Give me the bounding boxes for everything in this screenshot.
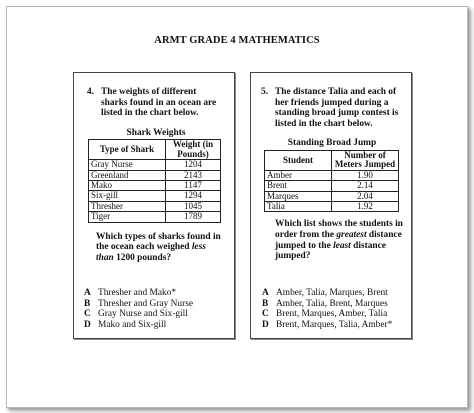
answer-choice-d[interactable]: [262, 320, 392, 331]
stem-text: Which list shows the students in order from the: [275, 219, 403, 240]
table-body: [89, 160, 221, 222]
table-row: [265, 202, 399, 212]
question-4-body: [87, 87, 225, 263]
stem-text: 1200 pounds?: [113, 252, 172, 263]
shark-weights-table: [88, 139, 221, 222]
question-stem: [275, 219, 403, 261]
table-row: [89, 191, 221, 201]
choice-text: Brent, Marques, Talia, Amber*: [276, 319, 393, 330]
table-row: [89, 181, 221, 191]
choice-letter: B: [262, 298, 269, 309]
table-body: [265, 170, 399, 212]
column-header: Weight (in Pounds): [166, 140, 221, 160]
choice-letter: C: [262, 309, 269, 320]
table-caption: Shark Weights: [126, 127, 186, 138]
choice-text: Thresher and Mako*: [98, 288, 177, 298]
answer-choice-a[interactable]: [84, 288, 193, 299]
row-label-cell: Amber: [265, 170, 332, 180]
value-cell: 2.04: [332, 191, 399, 201]
stem-text: Which types of sharks found in the ocean each weighed: [96, 231, 221, 253]
stem-text: distance jumped to the: [275, 230, 402, 251]
value-cell: 2.14: [332, 181, 399, 191]
question-stem: [96, 232, 225, 264]
table-header-row: [265, 150, 399, 170]
value-cell: 1.92: [332, 202, 399, 212]
column-header: Number of Meters Jumped: [332, 150, 399, 170]
choice-letter: A: [262, 288, 269, 298]
stem-emphasis: least: [333, 240, 351, 251]
row-label-cell: Tiger: [89, 212, 166, 222]
column-header: Student: [265, 150, 332, 170]
table-row: [265, 170, 399, 180]
table-row: [265, 181, 399, 191]
row-label-cell: Mako: [89, 181, 166, 191]
table-header-row: [89, 140, 221, 160]
column-header: Type of Shark: [89, 140, 166, 160]
value-cell: 1045: [166, 201, 221, 211]
stem-emphasis: greatest: [336, 230, 367, 240]
row-label-cell: Brent: [265, 181, 332, 191]
stem-emphasis: less than: [96, 242, 206, 263]
table-row: [89, 212, 221, 222]
question-prompt: The weights of different sharks found in an ocean are listed in the chart below.: [101, 87, 217, 119]
stem-text: distance jumped?: [275, 240, 386, 262]
table-row: [89, 160, 221, 170]
answer-choice-b[interactable]: [262, 299, 392, 310]
value-cell: 1147: [166, 181, 221, 191]
value-cell: 1.90: [332, 170, 399, 180]
choice-text: Brent, Marques, Amber, Talia: [276, 309, 388, 320]
choice-letter: C: [84, 309, 91, 320]
choice-letter: D: [262, 319, 269, 330]
table-row: [89, 170, 221, 180]
document-title: ARMT GRADE 4 MATHEMATICS: [154, 35, 320, 46]
answer-choice-d[interactable]: [84, 320, 193, 331]
row-label-cell: Six-gill: [89, 191, 166, 201]
question-number: 4.: [87, 87, 95, 97]
choice-letter: B: [84, 298, 91, 309]
choice-text: Gray Nurse and Six-gill: [98, 309, 188, 320]
value-cell: 2143: [166, 170, 221, 180]
value-cell: 1204: [166, 160, 221, 170]
value-cell: 1294: [166, 191, 221, 201]
answer-choice-b[interactable]: [84, 299, 193, 310]
choice-letter: A: [84, 288, 91, 298]
row-label-cell: Gray Nurse: [89, 160, 166, 170]
question-prompt: The distance Talia and each of her friends jumped during a standing broad jump contest is listed in the chart below.: [275, 87, 399, 129]
table-caption: Standing Broad Jump: [287, 138, 377, 149]
answer-choice-c[interactable]: [84, 309, 193, 320]
choice-text: Amber, Talia, Brent, Marques: [276, 298, 388, 309]
row-label-cell: Thresher: [89, 201, 166, 211]
row-label-cell: Greenland: [89, 170, 166, 180]
choice-text: Mako and Six-gill: [98, 319, 167, 330]
choice-text: Amber, Talia, Marques, Brent: [276, 288, 388, 298]
value-cell: 1789: [166, 212, 221, 222]
answer-choice-c[interactable]: [262, 309, 392, 320]
choice-letter: D: [84, 319, 91, 330]
broad-jump-table: [264, 150, 399, 212]
row-label-cell: Talia: [265, 202, 332, 212]
question-number: 5.: [261, 87, 269, 97]
table-row: [265, 191, 399, 201]
row-label-cell: Marques: [265, 191, 332, 201]
question-5-body: [261, 87, 403, 262]
question-5-choices: [262, 288, 392, 330]
answer-choice-a[interactable]: [262, 288, 392, 299]
table-row: [89, 201, 221, 211]
question-4-choices: [84, 288, 193, 330]
choice-text: Thresher and Gray Nurse: [98, 298, 194, 309]
